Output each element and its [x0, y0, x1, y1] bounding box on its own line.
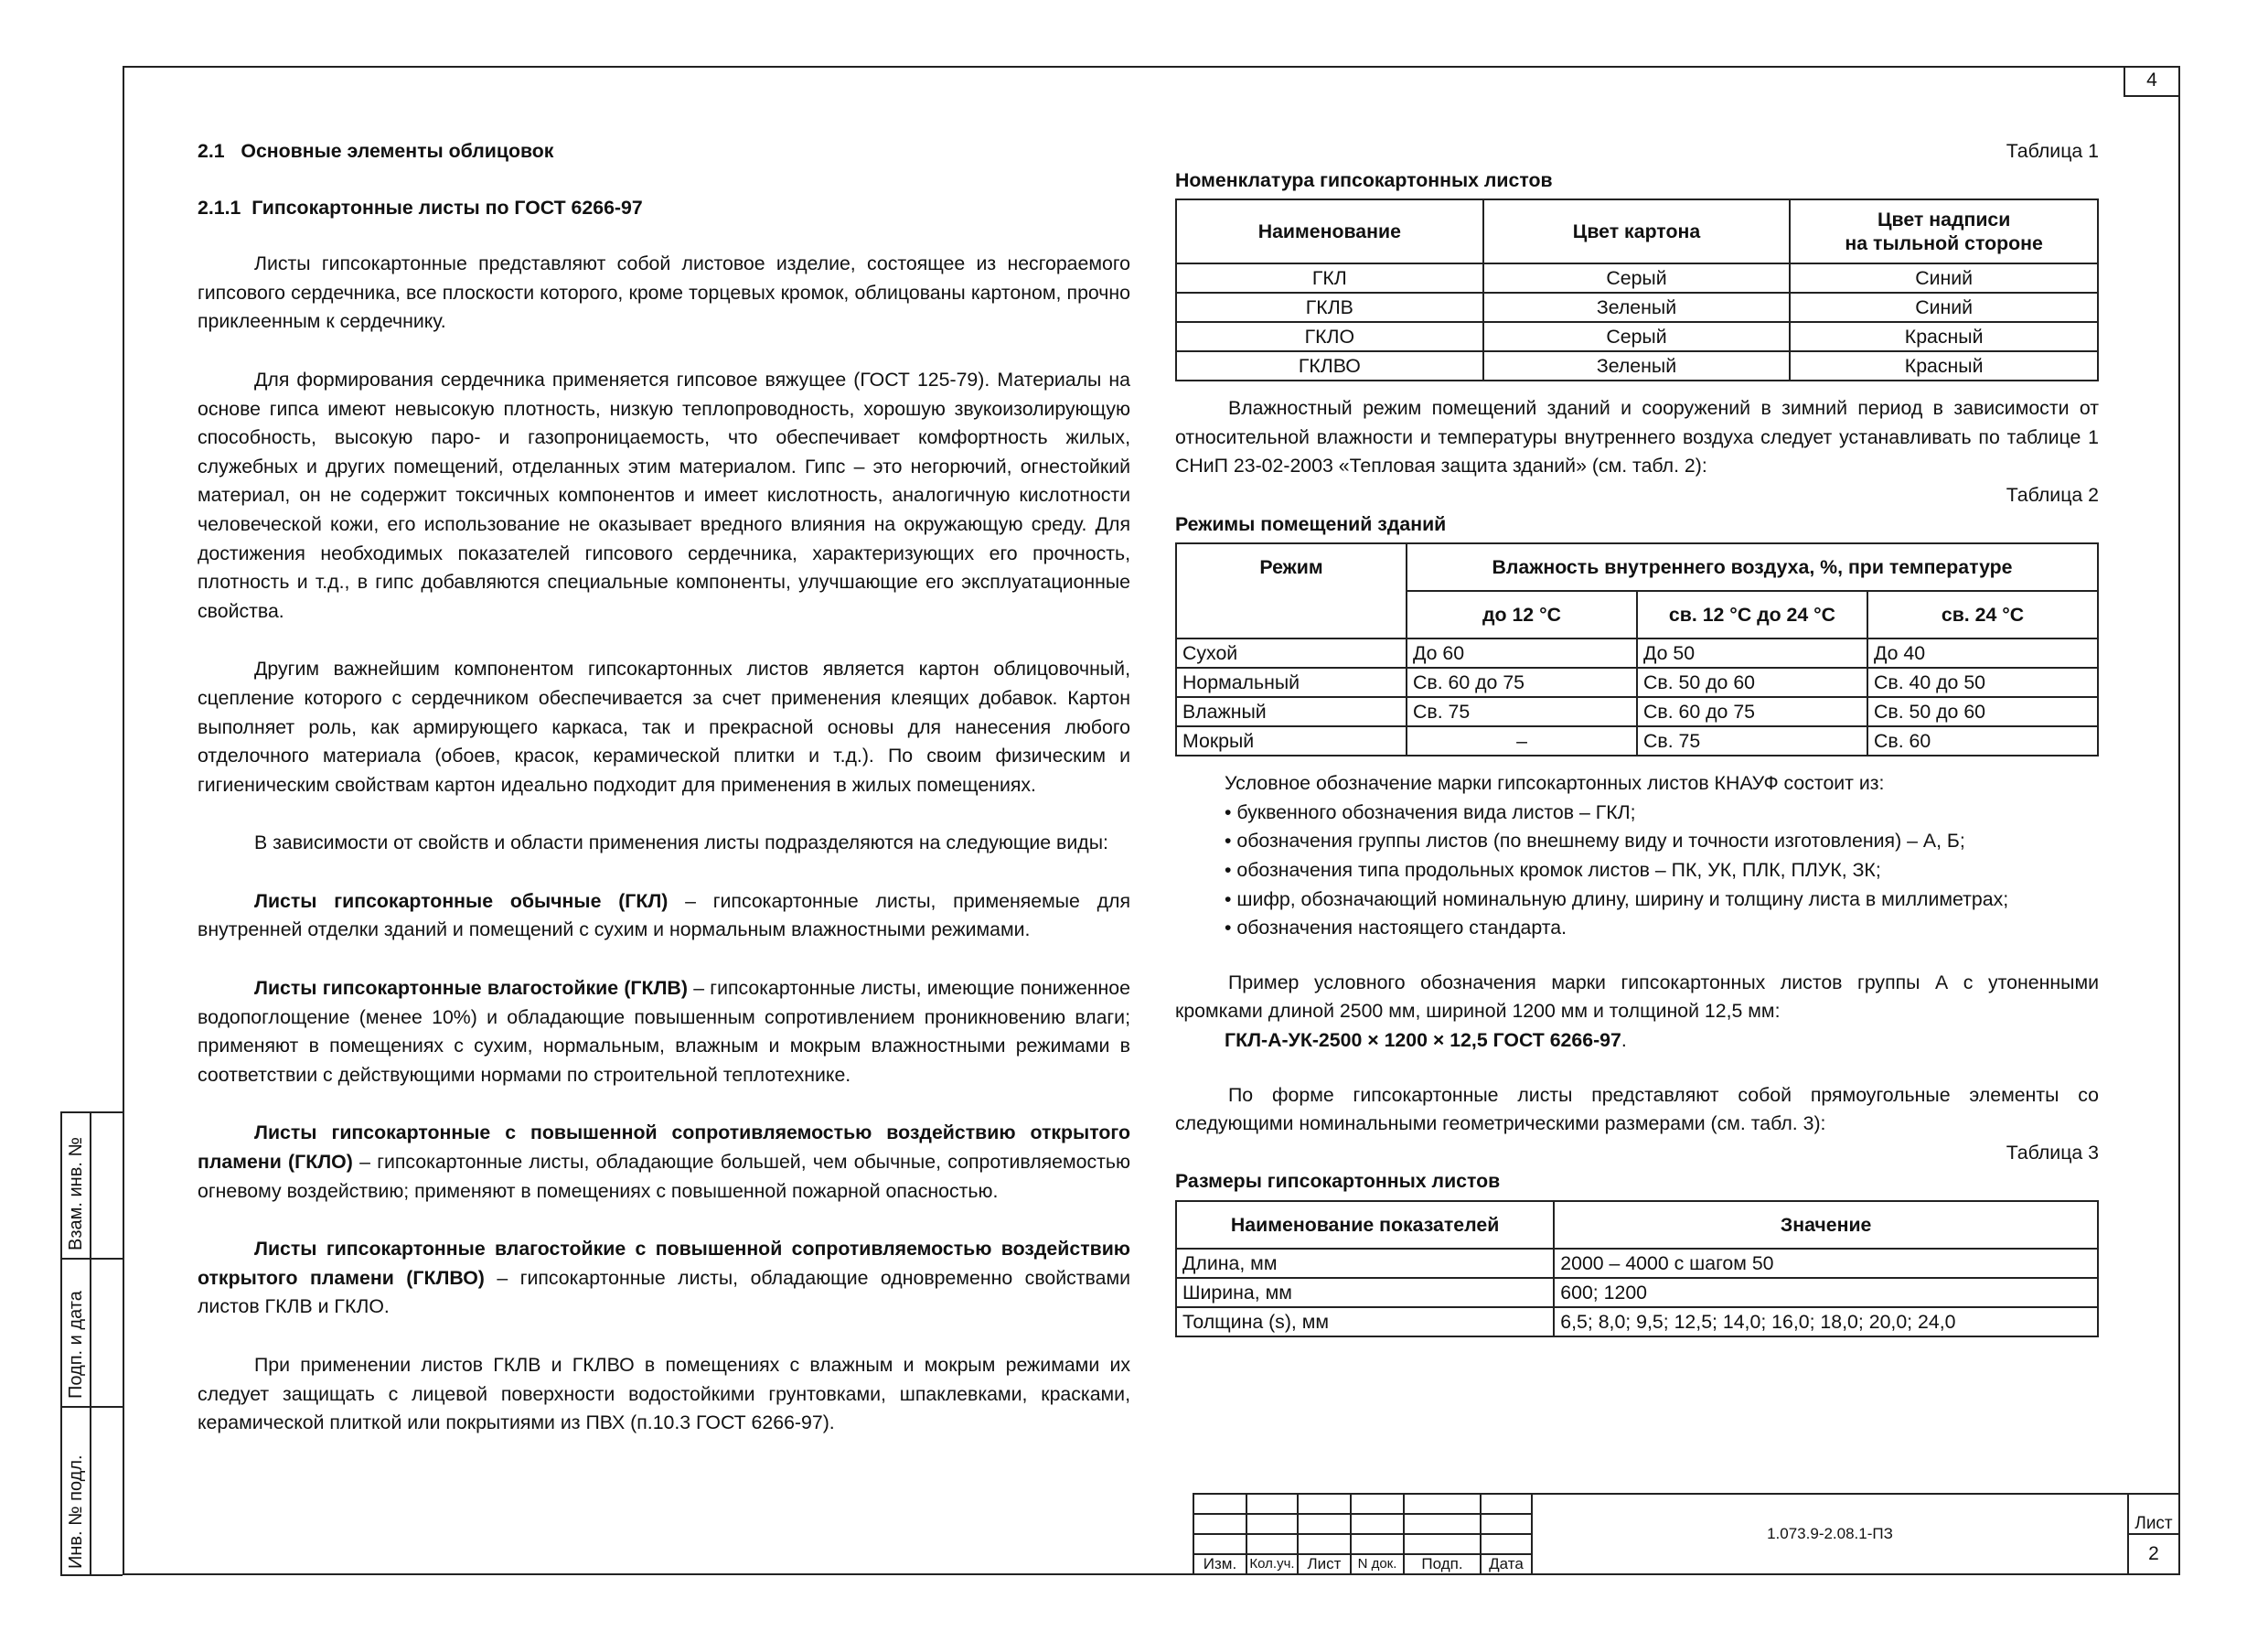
marking-example: Пример условного обозначения марки гипсокартонных листов группы А с утоненными кромками длиной 2500 мм, шириной 1200 мм и толщиной 12,5 мм: [1175, 971, 2099, 1023]
marking-example-code: ГКЛ-А-УК-2500 × 1200 × 12,5 ГОСТ 6266-97. [1225, 1028, 1627, 1051]
table1 [1175, 199, 2099, 381]
paragraph: Другим важнейшим компонентом гипсокартонных листов является картон облицовочный, сцепление которого с сердечником обеспечивается за счет применения клеящих добавок. Картон выполняет роль, как армирующего каркаса, так и прекрасной основы для нанесения любого отделочного материала (обоев, красок, керамической плитки и т.д.). По своим физическим и гигиеническим свойствам картон идеально подходит для применения в жилых помещениях. [198, 658, 1130, 796]
table2-caption: Режимы помещений зданий [1175, 512, 1447, 535]
table2-label: Таблица 2 [2006, 483, 2099, 506]
table-header: Цвет картона [1483, 199, 1791, 263]
margin-label-sign-date: Подп. и дата [66, 1291, 86, 1399]
table-header: Цвет надписи на тыльной стороне [1790, 199, 2098, 263]
page-number: 4 [2124, 66, 2180, 97]
type-definition-gklvo: Листы гипсокартонные влагостойкие с повышенной сопротивляемостью воздействию открытого пламени (ГКЛВО) – гипсокартонные листы, обладающие одновременно свойствами листов ГКЛВ и ГКЛО. [198, 1238, 1130, 1318]
table-row: Длина, мм 2000 – 4000 с шагом 50 [1176, 1249, 2098, 1278]
paragraph: При применении листов ГКЛВ и ГКЛВО в помещениях с влажным и мокрым режимами их следует защищать с лицевой поверхности водостойкими грунтовками, шпаклевками, красками, керамической плиткой или покрытиями из ПВХ (п.10.3 ГОСТ 6266-97). [198, 1354, 1130, 1434]
paragraph: Для формирования сердечника применяется гипсовое вяжущее (ГОСТ 125-79). Материалы на основе гипса имеют невысокую плотность, низкую теплопроводность, хорошую звукоизолирующую способность, высокую паро- и газопроницаемость, что обеспечивает комфортность жилых, служебных и других помещений, отделанных этим материалом. Гипс – это негорючий, огнестойкий материал, он не содержит токсичных компонентов и имеет кислотность, аналогичную кислотности человеческой кожи, его использование не оказывает вредного влияния на окружающую среду. Для достижения необходимых показателей гипсового сердечника, характеризующих его прочность, плотность и т.д., в гипс добавляются специальные компоненты, улучшающие его эксплуатационные свойства. [198, 368, 1130, 622]
table-header: св. 12 °С до 24 °С [1637, 591, 1867, 638]
type-definition-gklo: Листы гипсокартонные с повышенной сопротивляемостью воздействию открытого пламени (ГКЛО) – гипсокартонные листы, обладающие большей, чем обычные, сопротивляемостью огневому воздействию; применяют в помещениях с повышенной пожарной опасностью. [198, 1121, 1130, 1202]
paragraph: Листы гипсокартонные представляют собой листовое изделие, состоящее из несгораемого гипсового сердечника, все плоскости которого, кроме торцевых кромок, облицованы картоном, прочно приклеенным к сердечнику. [198, 252, 1130, 333]
left-column [198, 137, 1130, 1438]
title-block [1193, 1493, 2180, 1575]
right-column [1175, 137, 2099, 1337]
margin-label-replace: Взам. инв. № [66, 1137, 86, 1250]
shape-paragraph: По форме гипсокартонные листы представляют собой прямоугольные элементы со следующими номинальными геометрическими размерами (см. табл. 3): [1175, 1083, 2099, 1135]
type-definition-gklv: Листы гипсокартонные влагостойкие (ГКЛВ) – гипсокартонные листы, имеющие пониженное водопоглощение (менее 10%) и обладающие повышенным сопротивлением проникновению влаги; применяют в помещениях с сухим, нормальным, влажным и мокрым влажностными режимами в соответствии с действующими нормами по строительной теплотехнике. [198, 977, 1130, 1086]
sheet-number: 2 [2128, 1534, 2179, 1574]
table3-label: Таблица 3 [2006, 1141, 2099, 1164]
marking-item: • обозначения группы листов (по внешнему виду и точности изготовления) – А, Б; [1225, 830, 1965, 853]
table3-caption: Размеры гипсокартонных листов [1175, 1170, 1501, 1193]
stamp-col-label: Подп. [1404, 1554, 1481, 1574]
marking-item: • шифр, обозначающий номинальную длину, ширину и толщину листа в миллиметрах; [1225, 887, 2009, 910]
type-definition-gkl: Листы гипсокартонные обычные (ГКЛ) – гипсокартонные листы, применяемые для внутренней отделки зданий и помещений с сухим и нормальным влажностными режимами. [198, 889, 1131, 941]
margin-stamp [60, 1111, 123, 1576]
table-header: Значение [1554, 1201, 2098, 1249]
table-row: ГКЛО Серый Красный [1176, 322, 2098, 351]
table-header: Влажность внутреннего воздуха, %, при температуре [1407, 543, 2098, 591]
table1-caption: Номенклатура гипсокартонных листов [1175, 168, 1553, 191]
paragraph: В зависимости от свойств и области применения листы подразделяются на следующие виды: [254, 832, 1108, 854]
stamp-col-label: Лист [1298, 1554, 1351, 1574]
table-header: до 12 °С [1407, 591, 1637, 638]
margin-label-inventory: Инв. № подл. [66, 1454, 86, 1569]
table-row: Влажный Св. 75 Св. 60 до 75 Св. 50 до 60 [1176, 697, 2098, 726]
table-header: Наименование показателей [1176, 1201, 1554, 1249]
table-header: Наименование [1176, 199, 1483, 263]
stamp-col-label: Дата [1481, 1554, 1532, 1574]
table-row: Ширина, мм 600; 1200 [1176, 1278, 2098, 1307]
stamp-col-label: N док. [1351, 1554, 1404, 1574]
table-row: Нормальный Св. 60 до 75 Св. 50 до 60 Св. 40 до 50 [1176, 668, 2098, 697]
table-row: ГКЛВО Зеленый Красный [1176, 351, 2098, 381]
subsection-heading: 2.1.1 Гипсокартонные листы по ГОСТ 6266-97 [198, 196, 643, 219]
section-heading: 2.1 Основные элементы облицовок [198, 140, 554, 162]
document-code: 1.073.9-2.08.1-ПЗ [1532, 1494, 2128, 1574]
sheet-label: Лист [2128, 1494, 2179, 1534]
table2 [1175, 542, 2099, 756]
table-row: ГКЛВ Зеленый Синий [1176, 293, 2098, 322]
table-row: Толщина (s), мм 6,5; 8,0; 9,5; 12,5; 14,0; 16,0; 18,0; 20,0; 24,0 [1176, 1307, 2098, 1336]
marking-item: • обозначения настоящего стандарта. [1225, 917, 1567, 939]
marking-item: • буквенного обозначения вида листов – ГКЛ; [1225, 800, 1636, 823]
stamp-col-label: Кол.уч. [1246, 1554, 1298, 1574]
table-row: Сухой До 60 До 50 До 40 [1176, 638, 2098, 668]
table3 [1175, 1200, 2099, 1337]
marking-intro: Условное обозначение марки гипсокартонных листов КНАУФ состоит из: [1225, 772, 1885, 795]
humidity-paragraph: Влажностный режим помещений зданий и сооружений в зимний период в зависимости от относительной влажности и температуры внутреннего воздуха следует устанавливать по таблице 1 СНиП 23-02-2003 «Тепловая защита зданий» (см. табл. 2): [1175, 397, 2099, 477]
marking-item: • обозначения типа продольных кромок листов – ПК, УК, ПЛК, ПЛУК, ЗК; [1225, 858, 1881, 881]
table-row: ГКЛ Серый Синий [1176, 263, 2098, 293]
table-header: св. 24 °С [1867, 591, 2098, 638]
table1-label: Таблица 1 [2006, 140, 2099, 162]
stamp-col-label: Изм. [1193, 1554, 1246, 1574]
table-header: Режим [1176, 543, 1407, 638]
table-row: Мокрый – Св. 75 Св. 60 [1176, 726, 2098, 756]
